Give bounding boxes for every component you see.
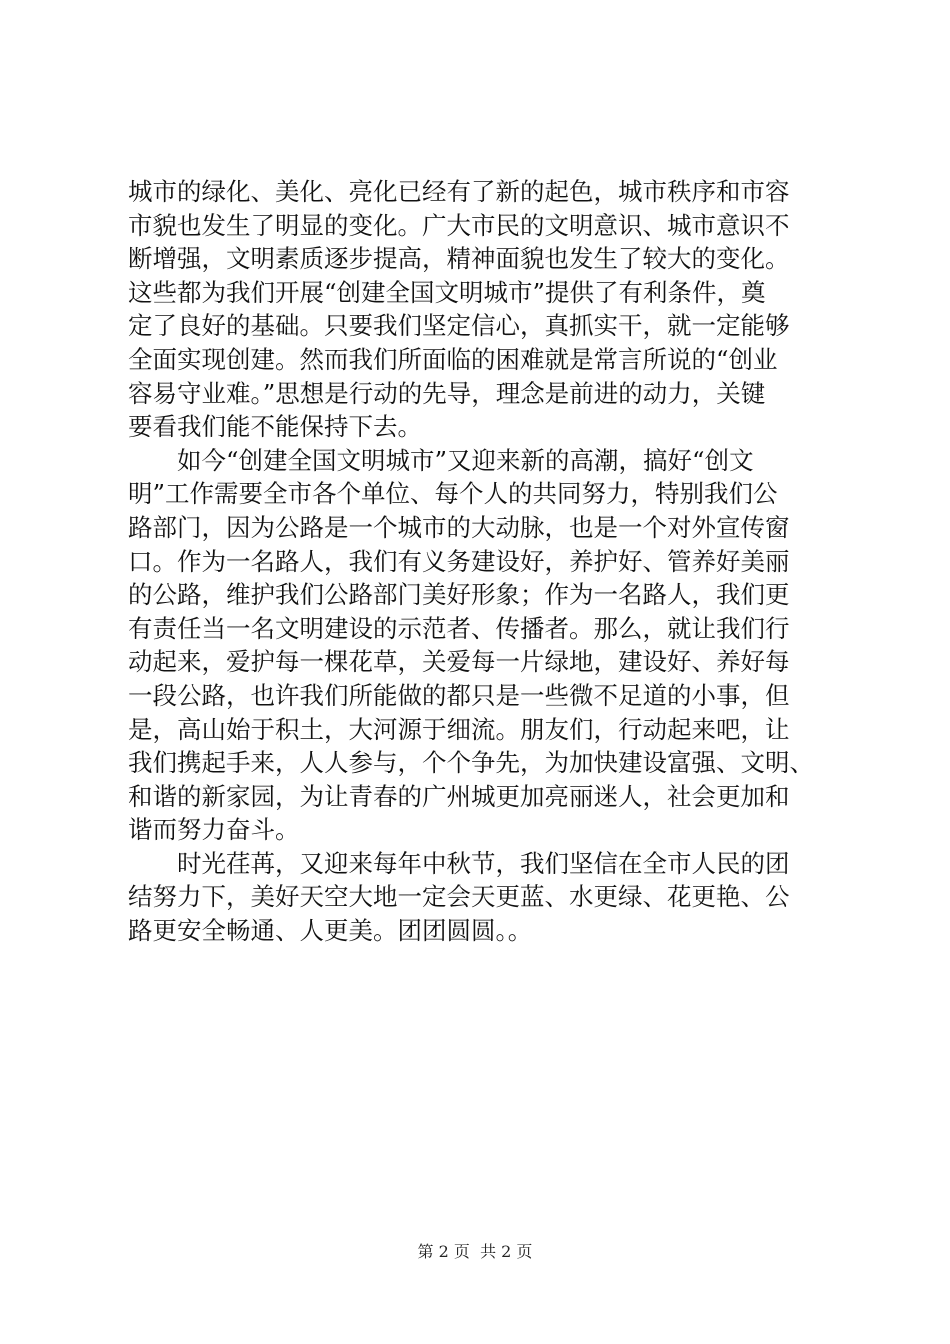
text-line: 结努力下，美好天空大地一定会天更蓝、水更绿、花更艳、公	[128, 882, 790, 912]
text-line: 明”工作需要全市各个单位、每个人的共同努力，特别我们公	[128, 479, 778, 509]
text-line: 口。作为一名路人，我们有义务建设好，养护好、管养好美丽	[128, 546, 790, 576]
text-line: 我们携起手来，人人参与，个个争先，为加快建设富强、文明、	[128, 748, 814, 778]
page-footer	[0, 1242, 950, 1262]
text-line: 如今“创建全国文明城市”又迎来新的高潮，搞好“创文	[128, 445, 754, 475]
paragraph	[128, 175, 828, 444]
text-line: 动起来，爱护每一棵花草，关爱每一片绿地，建设好、养好每	[128, 647, 790, 677]
page-number-label: 第 2 页 共 2 页	[417, 1242, 533, 1261]
text-line: 和谐的新家园，为让青春的广州城更加亮丽迷人，社会更加和	[128, 781, 790, 811]
text-line: 有责任当一名文明建设的示范者、传播者。那么，就让我们行	[128, 613, 790, 643]
text-line: 谐而努力奋斗。	[128, 815, 300, 845]
text-line: 要看我们能不能保持下去。	[128, 412, 422, 442]
text-line: 路部门，因为公路是一个城市的大动脉，也是一个对外宣传窗	[128, 512, 790, 542]
text-line: 路更安全畅通、人更美。团团圆圆。。	[128, 916, 533, 946]
text-line: 全面实现创建。然而我们所面临的困难就是常言所说的“创业	[128, 344, 778, 374]
text-line: 定了良好的基础。只要我们坚定信心，真抓实干，就一定能够	[128, 311, 790, 341]
text-line: 是，高山始于积土，大河源于细流。朋友们，行动起来吧，让	[128, 714, 790, 744]
text-line: 市貌也发生了明显的变化。广大市民的文明意识、城市意识不	[128, 210, 790, 240]
text-line: 容易守业难。”思想是行动的先导，理念是前进的动力，关键	[128, 378, 766, 408]
text-line: 的公路，维护我们公路部门美好形象；作为一名路人，我们更	[128, 580, 790, 610]
text-line: 一段公路，也许我们所能做的都只是一些微不足道的小事，但	[128, 680, 790, 710]
text-line: 断增强，文明素质逐步提高，精神面貌也发生了较大的变化。	[128, 244, 790, 274]
text-line: 这些都为我们开展“创建全国文明城市”提供了有利条件，奠	[128, 277, 766, 307]
text-line: 城市的绿化、美化、亮化已经有了新的起色，城市秩序和市容	[128, 177, 790, 206]
text-line: 时光荏苒，又迎来每年中秋节，我们坚信在全市人民的团	[128, 848, 790, 878]
body-text	[128, 175, 828, 948]
paragraph	[128, 444, 828, 847]
paragraph	[128, 847, 828, 948]
